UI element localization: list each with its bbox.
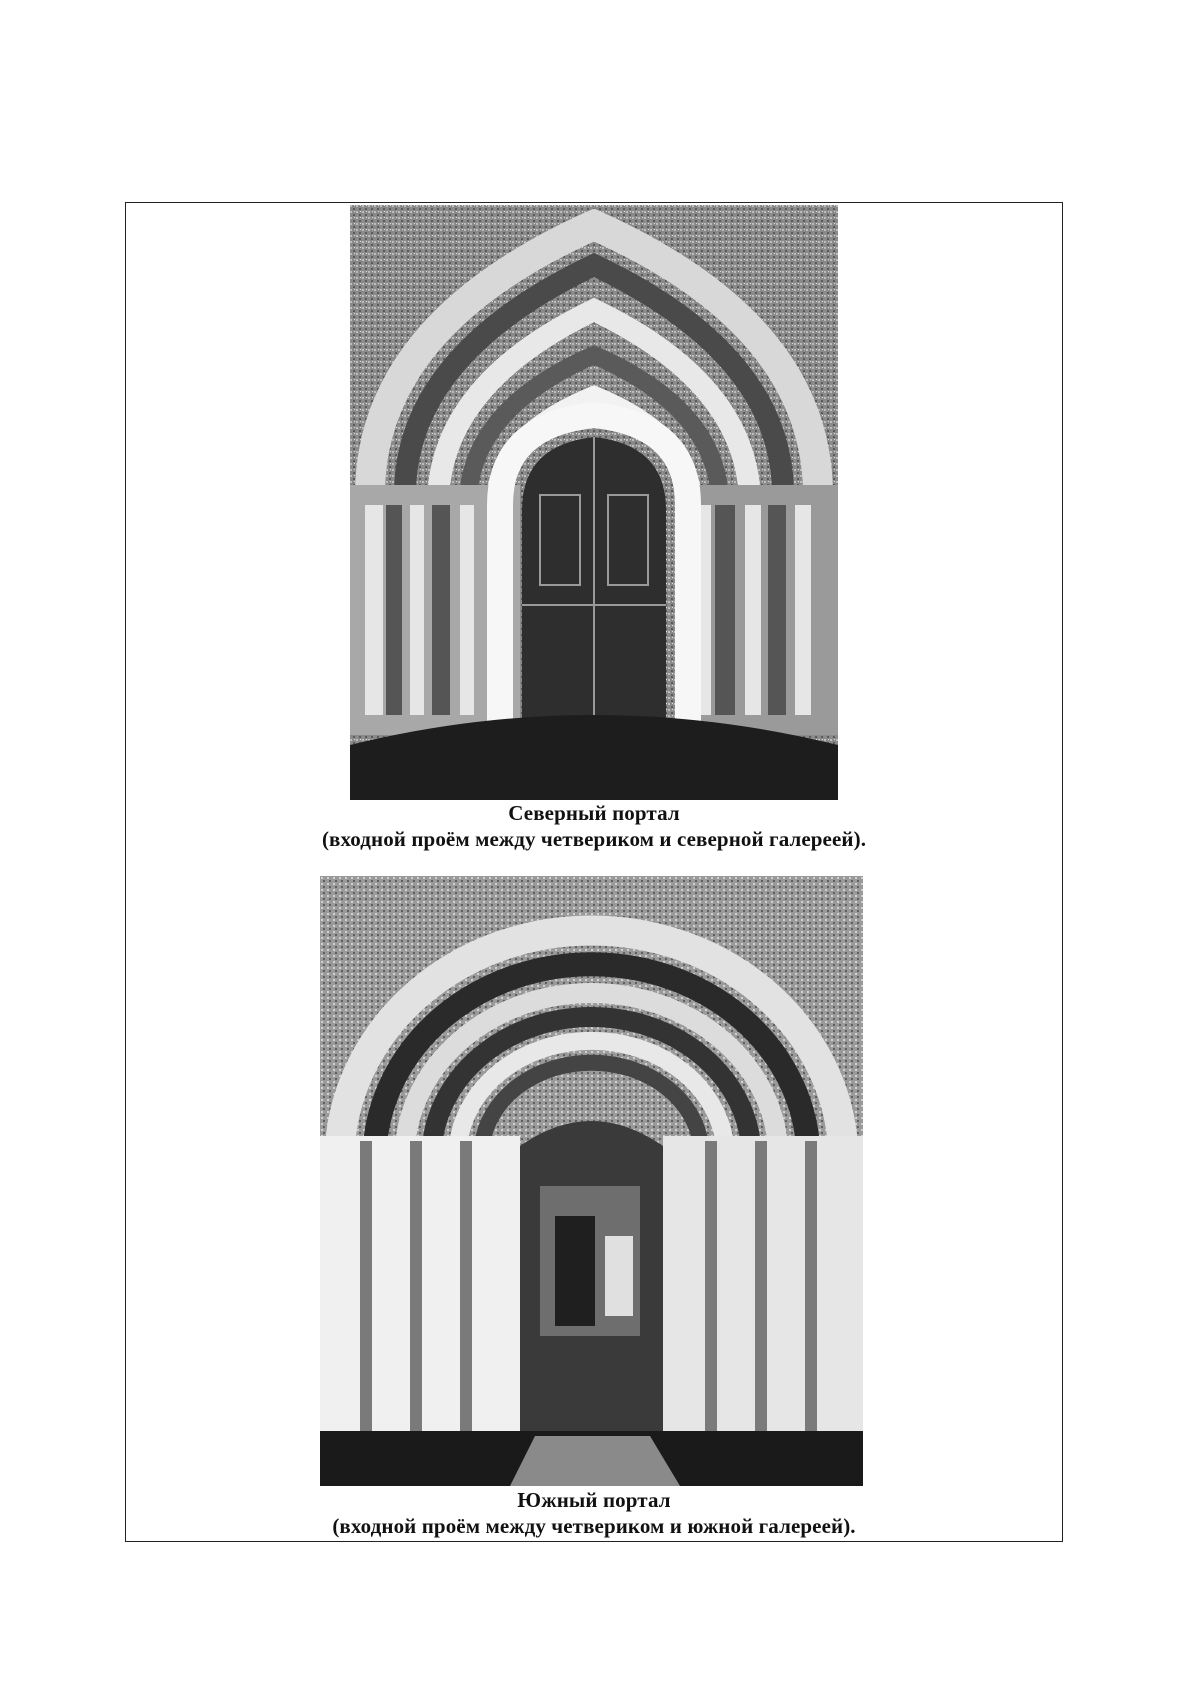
south-portal-caption-title: Южный портал [517, 1488, 671, 1512]
north-portal-photo [350, 205, 838, 800]
south-portal-photo [320, 876, 863, 1486]
south-portal-caption-subtitle: (входной проём между четвериком и южной галереей). [332, 1514, 856, 1538]
north-portal-caption-subtitle: (входной проём между четвериком и северной галереей). [321, 827, 867, 851]
north-portal-caption-title: Северный портал [508, 801, 680, 825]
